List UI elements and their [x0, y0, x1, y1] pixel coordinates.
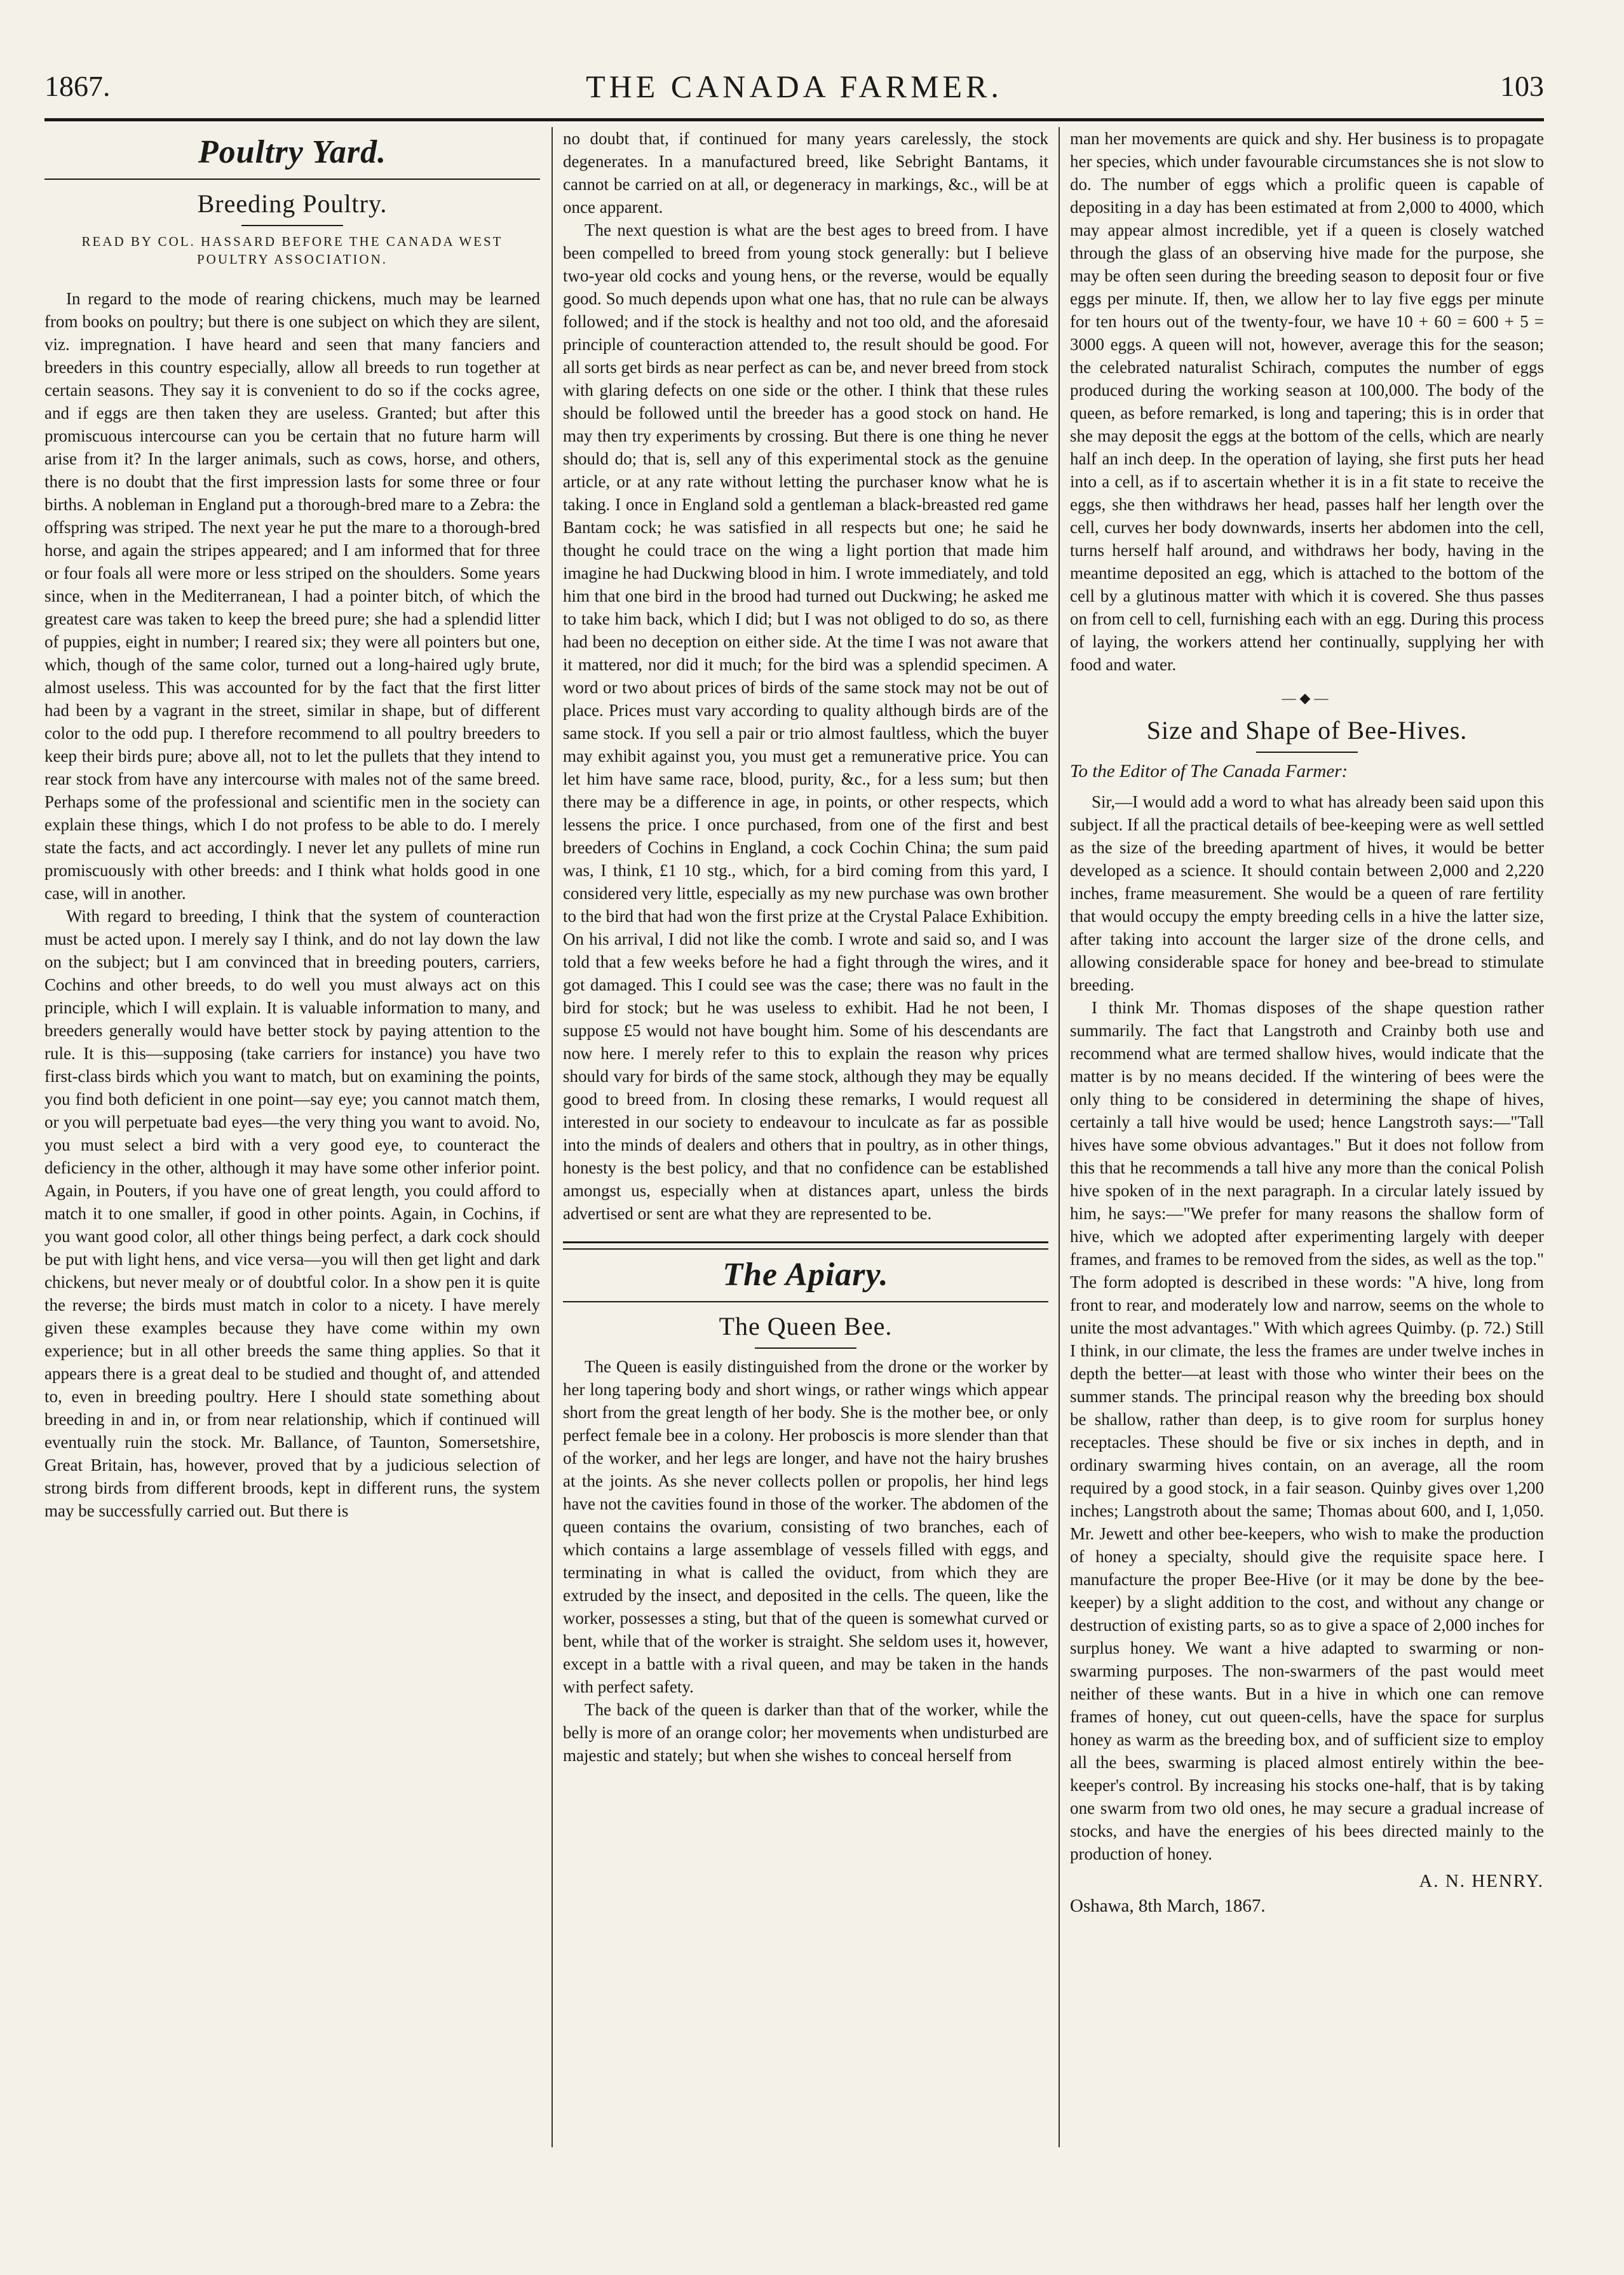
paragraph: In regard to the mode of rearing chickens, much may be learned from books on poultry; but there is one subject on which they are silent, viz. impregnation. I have heard and seen that many fanciers and breeders in this country especially, allow all breeds to run together at certain seasons. They say it is convenient to do so if the cocks agree, and if eggs are then taken they are useless. Granted; but after this promiscuous intercourse can you be certain that no future harm will arise from it? In the larger animals, such as cows, horse, and others, there is no doubt that the first impression lasts for some three or four births. A nobleman in England put a thorough-bred mare to a Zebra: the offspring was striped. The next year he put the mare to a thorough-bred horse, and again the stripes appeared; and I am informed that for three or four foals all were more or less striped on the shoulders. Some years since, when in the Mediterranean, I had a pointer bitch, of which the greatest care was taken to keep the breed pure; she had a splendid litter of puppies, eight in number; I reared six; they were all pointers but one, which, though of the same color, turned out a long-haired ugly brute, almost useless. This was accounted for by the fact that the first litter had been by a vagrant in the street, similar in shape, but of different color to the odd pup. I therefore recommend to all poultry breeders to keep their birds pure; above all, not to let the pullets that they intend to rear stock from have any intercourse with males not of the same breed. Perhaps some of the professional and scientific men in the society can explain these things, which I do not profess to be able to do. I merely state the facts, and act accordingly. I never let any pullets of mine run promiscuously with other breeds: and I think what holds good in one case, will in another.: [44, 289, 540, 903]
paragraph: The back of the queen is darker than that of the worker, while the belly is more of an orange color; her movements when undisturbed are majestic and stately; but when she wishes to conceal herself from: [563, 1700, 1049, 1765]
column-divider-2: [1059, 127, 1060, 2147]
letter-dateline: Oshawa, 8th March, 1867.: [1070, 1896, 1266, 1917]
column-2: [563, 127, 1048, 1767]
section-rule: [563, 1248, 1048, 1250]
masthead-rule: [44, 118, 1544, 121]
article-byline: READ BY COL. HASSARD BEFORE THE CANADA WEST POULTRY ASSOCIATION.: [81, 234, 503, 267]
column-3: [1070, 127, 1544, 1919]
title-rule: [755, 1347, 856, 1349]
column-1: [44, 127, 540, 1522]
paragraph: The next question is what are the best ages to breed from. I have been compelled to breed from young stock generally: but I believe two-year old cocks and young hens, or the reverse, would be equally good. So much depends upon what one has, that no rule can be always followed; and if the stock is healthy and not too old, and the aforesaid principle of counteraction attended to, the result should be good. For all sorts get birds as near perfect as can be, and never breed from stock with glaring defects on one side or the other. I think that these rules should be followed until the breeder has a good stock on hand. He may then try experiments by crossing. But there is one thing he never should do; that is, sell any of this experimental stock as the genuine article, or at any rate without letting the purchaser know what he is taking. I once in England sold a gentleman a black-breasted red game Bantam cock; he was satisfied in all respects but one; he said he thought he could trace on the wing a light portion that made him imagine he had Duckwing blood in him. I wrote immediately, and told him that one bird in the brood had turned out Duckwing; he asked me to take him back, which I did; but I was not obliged to do so, as there had been no deception on either side. At the time I was not aware that it mattered, nor did it much; for the bird was a splendid specimen. A word or two about prices of birds of the same stock may not be out of place. Prices must vary according to quality although birds are of the same stock. If you sell a pair or trio almost faultless, which the buyer may exhibit against you, you must get a remunerative price. You can let him have same race, blood, purity, &c., for a less sum; but then there may be a difference in age, in points, or other respects, which lessens the price. I once purchased, from one of the first and best breeders of Cochins in England, a cock Cochin China; the sum paid was, I think, £1 10 stg., which, for a bird coming from this yard, I considered very little, especially as my new purchase was own brother to the bird that had won the first prize at the Crystal Palace Exhibition. On his arrival, I did not like the comb. I wrote and said so, and I was told that a few weeks before he had a fight through the wires, and it got damaged. This I could see was the case; there was no fault in the bird for stock; but he was useless to exhibit. Had he not been, I suppose £5 would not have bought him. Some of his descendants are now here. I merely refer to this to explain the reason why prices should vary for birds of the same stock, although they may be equally good to breed from. In closing these remarks, I would request all interested in our society to endeavour to inculcate as far as possible into the minds of dealers and others that in poultry, as in other things, honesty is the best policy, and that no confidence can be established amongst us, especially when at distances apart, unless the birds advertised or sent are what they are represented to be.: [563, 220, 1048, 1223]
page-number: 103: [1500, 70, 1544, 102]
paragraph: I think Mr. Thomas disposes of the shape question rather summarily. The fact that Langstroth and Crainby both use and recommend what are termed shallow hives, would indicate that the matter is by no means decided. If the wintering of bees were the only thing to be considered in determining the shape of hives, certainly a tall hive would be used; hence Langstroth says:—"Tall hives have some obvious advantages." But it does not follow from this that he recommends a tall hive any more than the conical Polish hive spoken of in the next paragraph. In a circular lately issued by him, he says:—"We prefer for many reasons the shallow form of hive, which we adopted after experimenting largely with deeper frames, and frames to be removed from the sides, as well as the top." The form adopted is described in these words: "A hive, long from front to rear, and moderately low and narrow, seems on the whole to unite the most advantages." With which agrees Quimby. (p. 72.) Still I think, in our climate, the less the frames are under twelve inches in depth the better—at least with those who winter their bees on the summer stands. The principal reason why the breeding box should be shallow, rather than deep, is to give room for surplus honey receptacles. These should be five or six inches in depth, and in ordinary swarming hives contain, on an average, all the room required by a good stock, in a fair season. Quinby gives over 1,200 inches; Langstroth about the same; Thomas about 600, and I, 1,050. Mr. Jewett and other bee-keepers, who wish to make the production of honey a specialty, should give the requisite space here. I manufacture the proper Bee-Hive (or it may be done by the bee-keeper) by a slight addition to the cost, and without any change or destruction of existing parts, so as to give a space of 2,000 inches for surplus honey. We want a hive adapted to swarming or non-swarming purposes. The non-swarmers of the past would meet neither of these wants. But in a hive in which one can remove frames of honey, cut out queen-cells, have the space for surplus honey as warm as the breeding box, and of sufficient size to employ all the bees, swarming is placed almost entirely within the bee-keeper's control. By increasing his stocks one-half, that is by taking one swarm from two old ones, he may secure a gradual increase of stocks, and have the energies of his bees directed mainly to the production of honey.: [1070, 998, 1544, 1864]
paragraph-continued: no doubt that, if continued for many years carelessly, the stock degenerates. In a manufactured breed, like Sebright Bantams, it cannot be carried on at all, or degeneracy in markings, &c., will be at once apparent.: [563, 129, 1048, 217]
section-rule: [563, 1241, 1048, 1243]
department-heading-apiary: The Apiary.: [722, 1257, 889, 1293]
department-heading-poultry: Poultry Yard.: [198, 134, 387, 170]
paragraph: Sir,—I would add a word to what has already been said upon this subject. If all the practical details of bee-keeping were as well settled as the size of the breeding apartment of hives, it would be better developed as a science. It should contain between 2,000 and 2,220 inches, frame measurement. She would be a queen of rare fertility that would occupy the empty breeding cells in a hive the latter size, after taking into account the larger size of the drone cells, and allowing considerable space for honey and bee-bread to stimulate breeding.: [1070, 792, 1544, 995]
letter-signature: A. N. HENRY.: [1419, 1871, 1544, 1892]
paragraph-continued: man her movements are quick and shy. Her business is to propagate her species, which under favourable circumstances she is not slow to do. The number of eggs which a prolific queen is capable of depositing in a day has been estimated at from 2,000 to 4000, which may appear almost incredible, yet if a queen is closely watched through the glass of an observing hive made for the purpose, she may be often seen during the breeding season to deposit four or five eggs per minute. If, then, we allow her to lay five eggs per minute for ten hours out of the twenty-four, we have 10 + 60 = 600 + 5 = 3000 eggs. A queen will not, however, average this for the season; the celebrated naturalist Schirach, computes the number of eggs produced during the working season at 100,000. The body of the queen, as before remarked, is long and tapering; this is in order that she may deposit the eggs at the bottom of the cells, which are nearly half an inch deep. In the operation of laying, she first puts her head into a cell, as if to ascertain whether it is in a fit state to receive the eggs, she then withdraws her head, passes half her length over the cell, curves her body downwards, inserts her abdomen into the cell, turns herself half around, and withdraws her body, having in the meantime deposited an egg, which is attached to the bottom of the cell by a glutinous matter with which it is covered. She thus passes on from cell to cell, furnishing each with an egg. During this process of laying, the workers attend her continually, supplying her with food and water.: [1070, 129, 1544, 674]
paragraph: The Queen is easily distinguished from the drone or the worker by her long tapering body and short wings, or rather wings which appear short from the great length of her body. She is the mother bee, or only perfect female bee in a colony. Her proboscis is more slender than that of the worker, and her legs are longer, and have not the hairy brushes at the joints. As she never collects pollen or propolis, her hind legs have not the cavities found in those of the worker. The abdomen of the queen contains the ovarium, consisting of two branches, each of which contains a large assemblage of vessels filled with eggs, and terminating in what is called the oviduct, from which they are extruded by the insect, and deposited in the cells. The queen, like the worker, possesses a sting, but that of the queen is somewhat curved or bent, while that of the worker is straight. She seldom uses it, however, except in a battle with a rival queen, and may be taken in the hands with perfect safety.: [563, 1357, 1048, 1696]
paragraph: With regard to breeding, I think that the system of counteraction must be acted upon. I merely say I think, and do not lay down the law on the subject; but I am convinced that in breeding pouters, carriers, Cochins and other breeds, to do well you must always act on this principle, which I will explain. It is valuable information to many, and breeders generally would have better stock by paying attention to the rule. It is this—supposing (take carriers for instance) you have two first-class birds which you want to match, but on examining the points, you find both deficient in one point—say eye; you cannot match them, or you will perpetuate bad eyes—the very thing you want to avoid. No, you must select a bird with a very good eye, to counteract the deficiency in the other, although it may have some other inferior point. Again, in Pouters, if you have one of great length, you could afford to match it to one smaller, if good in other points. Again, in Cochins, if you want good color, all other things being perfect, a dark cock should be put with light hens, and vice versa—you will then get light and dark chickens, but never mealy or of doubtful color. In a show pen it is quite the reverse; the birds must match in color to a nicety. I have merely given these examples because they have come within my own experience; but in all other breeds the same thing applies. So that it appears there is a great deal to be studied and thought of, and attended to, even in breeding poultry. Here I should state something about breeding in and in, or from near relationship, which if continued will eventually ruin the stock. Mr. Ballance, of Taunton, Somersetshire, Great Britain, has, however, proved that by a judicious selection of strong birds from different broods, kept in different runs, the system may be successfully carried out. But there is: [44, 907, 540, 1520]
masthead: [44, 61, 1544, 116]
section-ornament: —◆—: [1282, 690, 1332, 706]
article-title-queen-bee: The Queen Bee.: [719, 1312, 893, 1340]
article-title-bee-hives: Size and Shape of Bee-Hives.: [1146, 716, 1468, 745]
issue-year: 1867.: [44, 70, 111, 102]
column-divider-1: [551, 127, 553, 2147]
letter-salutation: To the Editor of The Canada Farmer:: [1070, 761, 1348, 781]
article-title-breeding-poultry: Breeding Poultry.: [197, 189, 388, 218]
title-rule: [241, 225, 343, 226]
section-rule: [44, 179, 540, 180]
section-rule: [563, 1301, 1048, 1302]
newspaper-title: THE CANADA FARMER.: [586, 69, 1003, 104]
title-rule: [1256, 752, 1358, 753]
